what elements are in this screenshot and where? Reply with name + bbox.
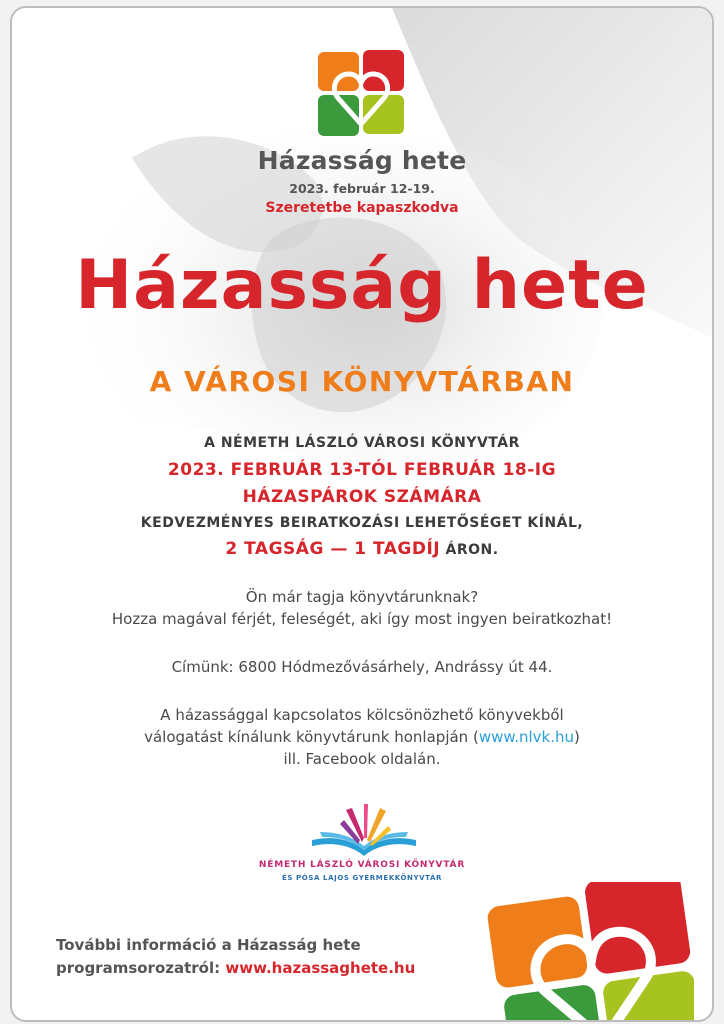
hazassaghete-website-link[interactable]: www.hazassaghete.hu — [225, 959, 416, 977]
footer-line-2-text: programsorozatról: — [56, 959, 226, 977]
books-line-1: A házassággal kapcsolatos kölcsönözhető könyvekből — [160, 706, 564, 724]
membership-paragraph — [12, 586, 712, 630]
footer-info — [56, 934, 415, 980]
books-line-2 — [12, 726, 712, 748]
library-website-link[interactable]: www.nlvk.hu — [478, 728, 575, 746]
books-line-2-close: ) — [574, 728, 580, 746]
offer-line-price — [12, 539, 712, 559]
offer-line-discount: KEDVEZMÉNYES BEIRATKOZÁSI LEHETŐSÉGET KÍNÁL, — [140, 515, 584, 531]
hazassag-hete-corner-logo — [484, 882, 694, 1022]
brand-slogan: Szeretetbe kapaszkodva — [265, 200, 459, 216]
books-line-2-text: válogatást kínálunk könyvtárunk honlapján ( — [144, 728, 479, 746]
books-line-3: ill. Facebook oldalán. — [283, 750, 441, 768]
subtitle: A VÁROSI KÖNYVTÁRBAN — [149, 365, 575, 398]
offer-line-library: A NÉMETH LÁSZLÓ VÁROSI KÖNYVTÁR — [204, 435, 520, 451]
main-title: Házasság hete — [75, 246, 649, 325]
offer-price-highlight: 2 TAGSÁG — 1 TAGDÍJ — [225, 539, 441, 559]
library-subname: ÉS PÓSA LAJOS GYERMEKKÖNYVTÁR — [282, 874, 442, 882]
offer-line-dates: 2023. FEBRUÁR 13-TÓL FEBRUÁR 18-IG — [167, 460, 557, 480]
footer-line-2 — [56, 957, 415, 980]
hazassag-hete-logo — [318, 50, 404, 136]
footer-line-1: További információ a Házasság hete — [56, 936, 361, 954]
poster — [10, 6, 714, 1022]
membership-invite: Hozza magával férjét, feleségét, aki így most ingyen beiratkozhat! — [111, 610, 613, 628]
address-text: Címünk: 6800 Hódmezővásárhely, Andrássy út 44. — [171, 658, 553, 676]
library-name: NÉMETH LÁSZLÓ VÁROSI KÖNYVTÁR — [258, 860, 466, 870]
library-logo-book-icon — [310, 802, 418, 856]
brand-date: 2023. február 12-19. — [289, 181, 435, 196]
offer-line-couples: HÁZASPÁROK SZÁMÁRA — [242, 487, 482, 507]
offer-price-rest: ÁRON. — [440, 542, 499, 558]
books-paragraph — [12, 704, 712, 770]
membership-question: Ön már tagja könyvtárunknak? — [245, 588, 479, 606]
brand-title: Házasság hete — [257, 146, 467, 175]
